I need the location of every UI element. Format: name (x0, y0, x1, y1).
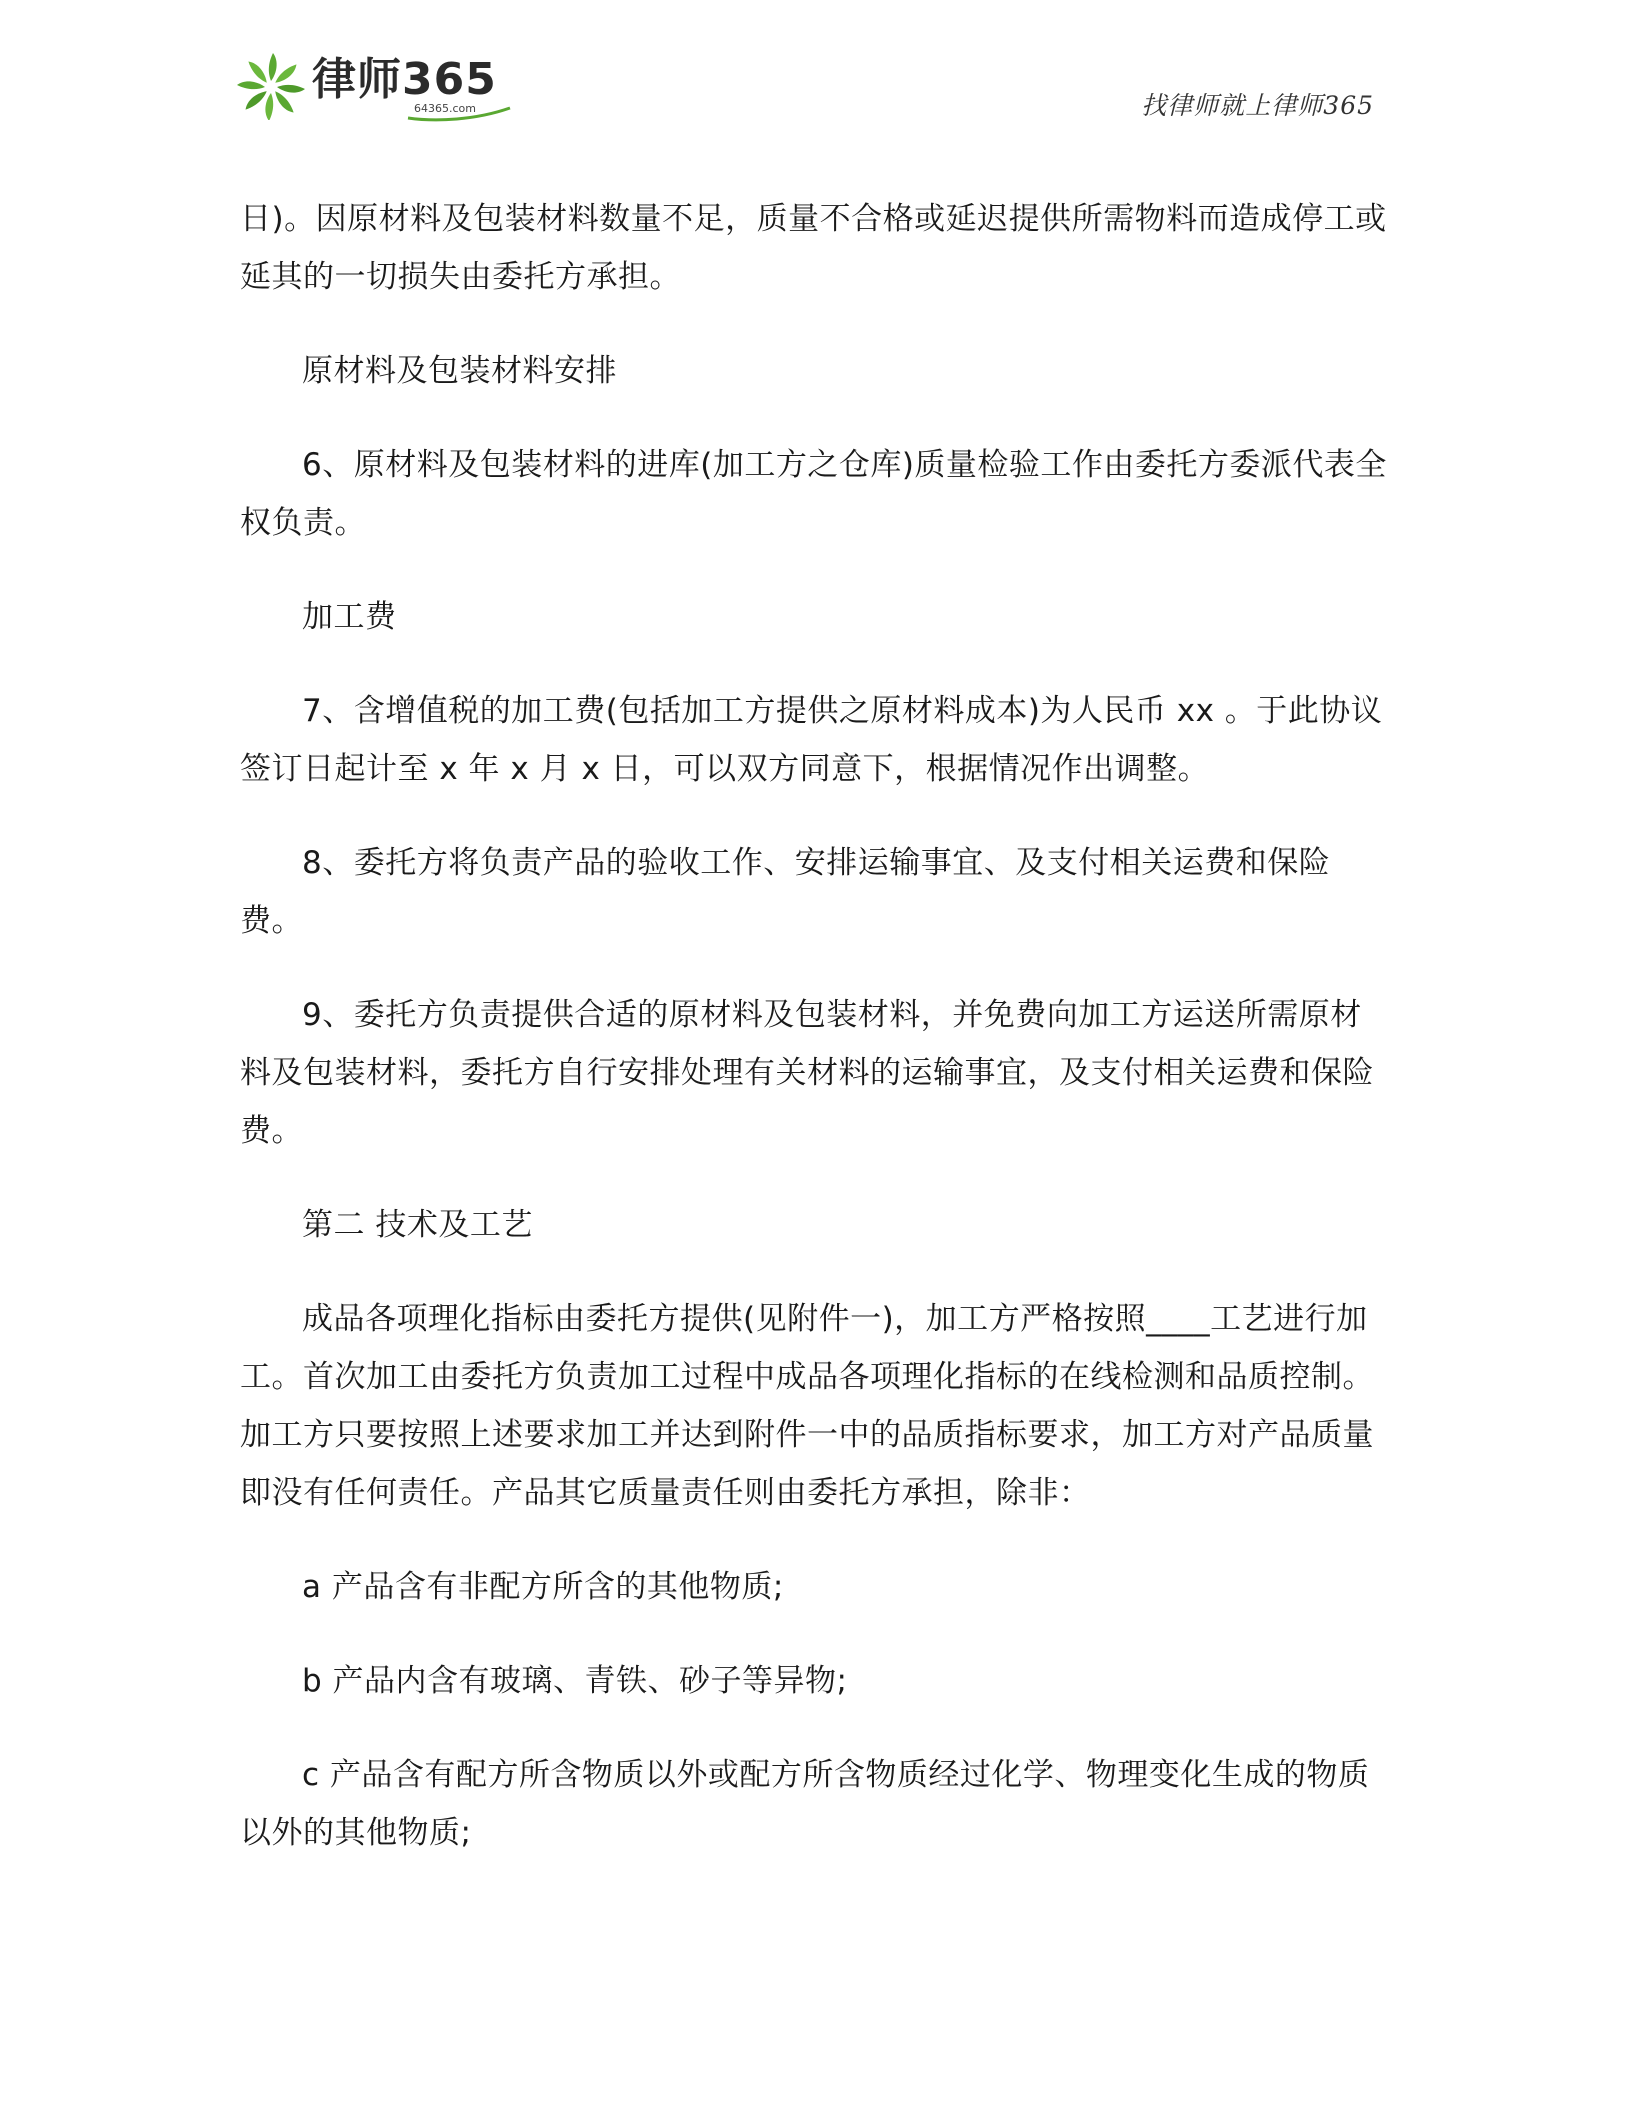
logo-domain: 64365.com (414, 102, 476, 115)
list-item-a: a 产品含有非配方所含的其他物质; (302, 1569, 784, 1605)
clause-8: 8、委托方将负责产品的验收工作、安排运输事宜、及支付相关运费和保险费。 (240, 845, 1331, 939)
logo (236, 50, 516, 120)
paragraph-quality: 成品各项理化指标由委托方提供(见附件一)，加工方严格按照____工艺进行加工。首次加工由委托方负责加工过程中成品各项理化指标的在线检测和品质控制。加工方只要按照上述要求加工并达到附件一中的品质指标要求，加工方对产品质量即没有任何责任。产品其它质量责任则由委托方承担，除非： (240, 1301, 1374, 1511)
section-heading-technology: 第二 技术及工艺 (302, 1207, 533, 1243)
list-item-c: c 产品含有配方所含物质以外或配方所含物质经过化学、物理变化生成的物质以外的其他物质; (240, 1757, 1370, 1851)
leaf-pinwheel-icon (236, 50, 306, 120)
list-item-b: b 产品内含有玻璃、青铁、砂子等异物; (302, 1663, 848, 1699)
clause-6: 6、原材料及包装材料的进库(加工方之仓库)质量检验工作由委托方委派代表全权负责。 (240, 447, 1387, 541)
clause-7: 7、含增值税的加工费(包括加工方提供之原材料成本)为人民币 xx 。于此协议签订日起计至 x 年 x 月 x 日，可以双方同意下，根据情况作出调整。 (240, 693, 1383, 787)
logo-text: 律师365 (312, 54, 497, 105)
section-heading-materials: 原材料及包装材料安排 (302, 353, 617, 389)
section-heading-fee: 加工费 (302, 599, 397, 635)
clause-9: 9、委托方负责提供合适的原材料及包装材料，并免费向加工方运送所需原材料及包装材料，委托方自行安排处理有关材料的运输事宜，及支付相关运费和保险费。 (240, 997, 1374, 1149)
page-header (0, 0, 1632, 150)
paragraph-continued: 日)。因原材料及包装材料数量不足，质量不合格或延迟提供所需物料而造成停工或延其的一切损失由委托方承担。 (240, 201, 1387, 295)
header-slogan: 找律师就上律师365 (1141, 91, 1374, 120)
document-body (240, 190, 1390, 1898)
